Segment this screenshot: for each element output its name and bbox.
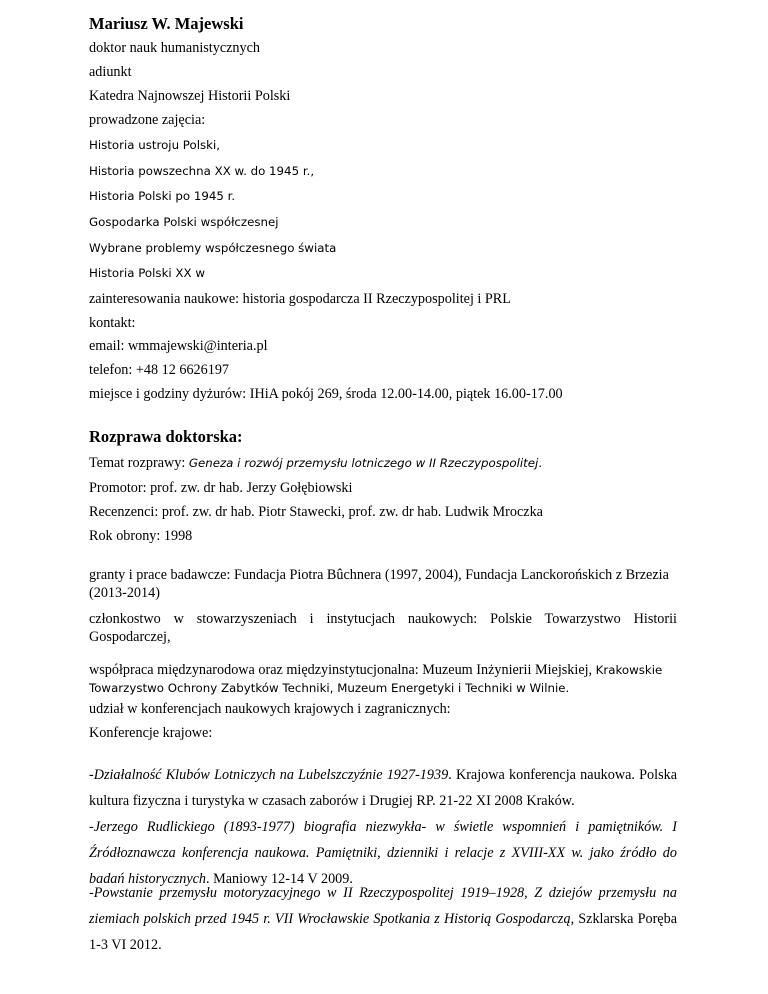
conference-details: . Krajowa konferencja naukowa. Polska kultura fizyczna i turystyka w czasach zaborów i Drugiej RP. 21-22 XI 2008 Kraków. — [89, 767, 677, 809]
course-item: Gospodarka Polski współczesnej — [89, 215, 279, 229]
conference-title: -Jerzego Rudlickiego (1893-1977) biografia niezwykła- w świetle wspomnień i pamiętników. I Źródłoznawcza konferencja naukowa. Pamiętniki, dzienniki i relacje z XVIII-XX w. jako źródło do badań historycznych — [89, 819, 677, 887]
author-name: Mariusz W. Majewski — [89, 14, 244, 33]
thesis-promotor: Promotor: prof. zw. dr hab. Jerzy Gołębiowski — [89, 480, 353, 496]
conference-entry — [89, 762, 677, 814]
conference-details: . Maniowy 12-14 V 2009. — [206, 871, 353, 887]
thesis-topic-end: . — [538, 456, 543, 470]
thesis-heading: Rozprawa doktorska: — [89, 427, 243, 446]
thesis-topic — [89, 455, 542, 471]
research-interests: zainteresowania naukowe: historia gospodarcza II Rzeczypospolitej i PRL — [89, 291, 511, 307]
contact-email: email: wmmajewski@interia.pl — [89, 338, 268, 354]
memberships: członkostwo w stowarzyszeniach i instytucjach naukowych: Polskie Towarzystwo Historii Gospodarczej, — [89, 611, 677, 645]
conference-title: -Powstanie przemysłu motoryzacyjnego w II Rzeczypospolitej 1919–1928, Z dziejów przemysłu na ziemiach polskich przed 1945 r. VII Wrocławskie Spotkania z Historią Gospodarczą — [89, 885, 677, 927]
position: adiunkt — [89, 64, 132, 80]
cooperation-text: współpraca międzynarodowa oraz międzyinstytucjonalna: Muzeum Inżynierii Miejskiej, — [89, 662, 596, 678]
cooperation — [89, 661, 677, 697]
cooperation-institutions: Krakowskie Towarzystwo Ochrony Zabytków Techniki, Muzeum Energetyki i Techniki w Wilnie. — [89, 663, 663, 695]
department: Katedra Najnowszej Historii Polski — [89, 88, 291, 104]
thesis-reviewers: Recenzenci: prof. zw. dr hab. Piotr Stawecki, prof. zw. dr hab. Ludwik Mroczka — [89, 504, 543, 520]
degree: doktor nauk humanistycznych — [89, 40, 260, 56]
contact-label: kontakt: — [89, 315, 136, 331]
contact-phone: telefon: +48 12 6626197 — [89, 362, 230, 378]
course-item: Historia Polski XX w — [89, 266, 205, 280]
thesis-year: Rok obrony: 1998 — [89, 528, 193, 544]
conference-entry — [89, 880, 677, 958]
thesis-topic-label: Temat rozprawy: — [89, 455, 189, 471]
course-item: Historia Polski po 1945 r. — [89, 189, 236, 203]
course-item: Wybrane problemy współczesnego świata — [89, 241, 337, 255]
conference-title: -Działalność Klubów Lotniczych na Lubelszczyźnie 1927-1939 — [89, 767, 449, 783]
courses-label: prowadzone zajęcia: — [89, 112, 206, 128]
course-item: Historia ustroju Polski, — [89, 138, 220, 152]
conference-details: , Szklarska Poręba 1-3 VI 2012. — [89, 911, 677, 953]
course-item: Historia powszechna XX w. do 1945 r., — [89, 164, 315, 178]
conferences-domestic-label: Konferencje krajowe: — [89, 725, 213, 741]
thesis-topic-title: Geneza i rozwój przemysłu lotniczego w II Rzeczypospolitej — [188, 456, 539, 470]
conferences-intro: udział w konferencjach naukowych krajowych i zagranicznych: — [89, 701, 451, 717]
grants: granty i prace badawcze: Fundacja Piotra Bûchnera (1997, 2004), Fundacja Lanckorońskich z Brzezia (2013-2014) — [89, 567, 669, 601]
office-hours: miejsce i godziny dyżurów: IHiA pokój 269, środa 12.00-14.00, piątek 16.00-17.00 — [89, 386, 563, 402]
